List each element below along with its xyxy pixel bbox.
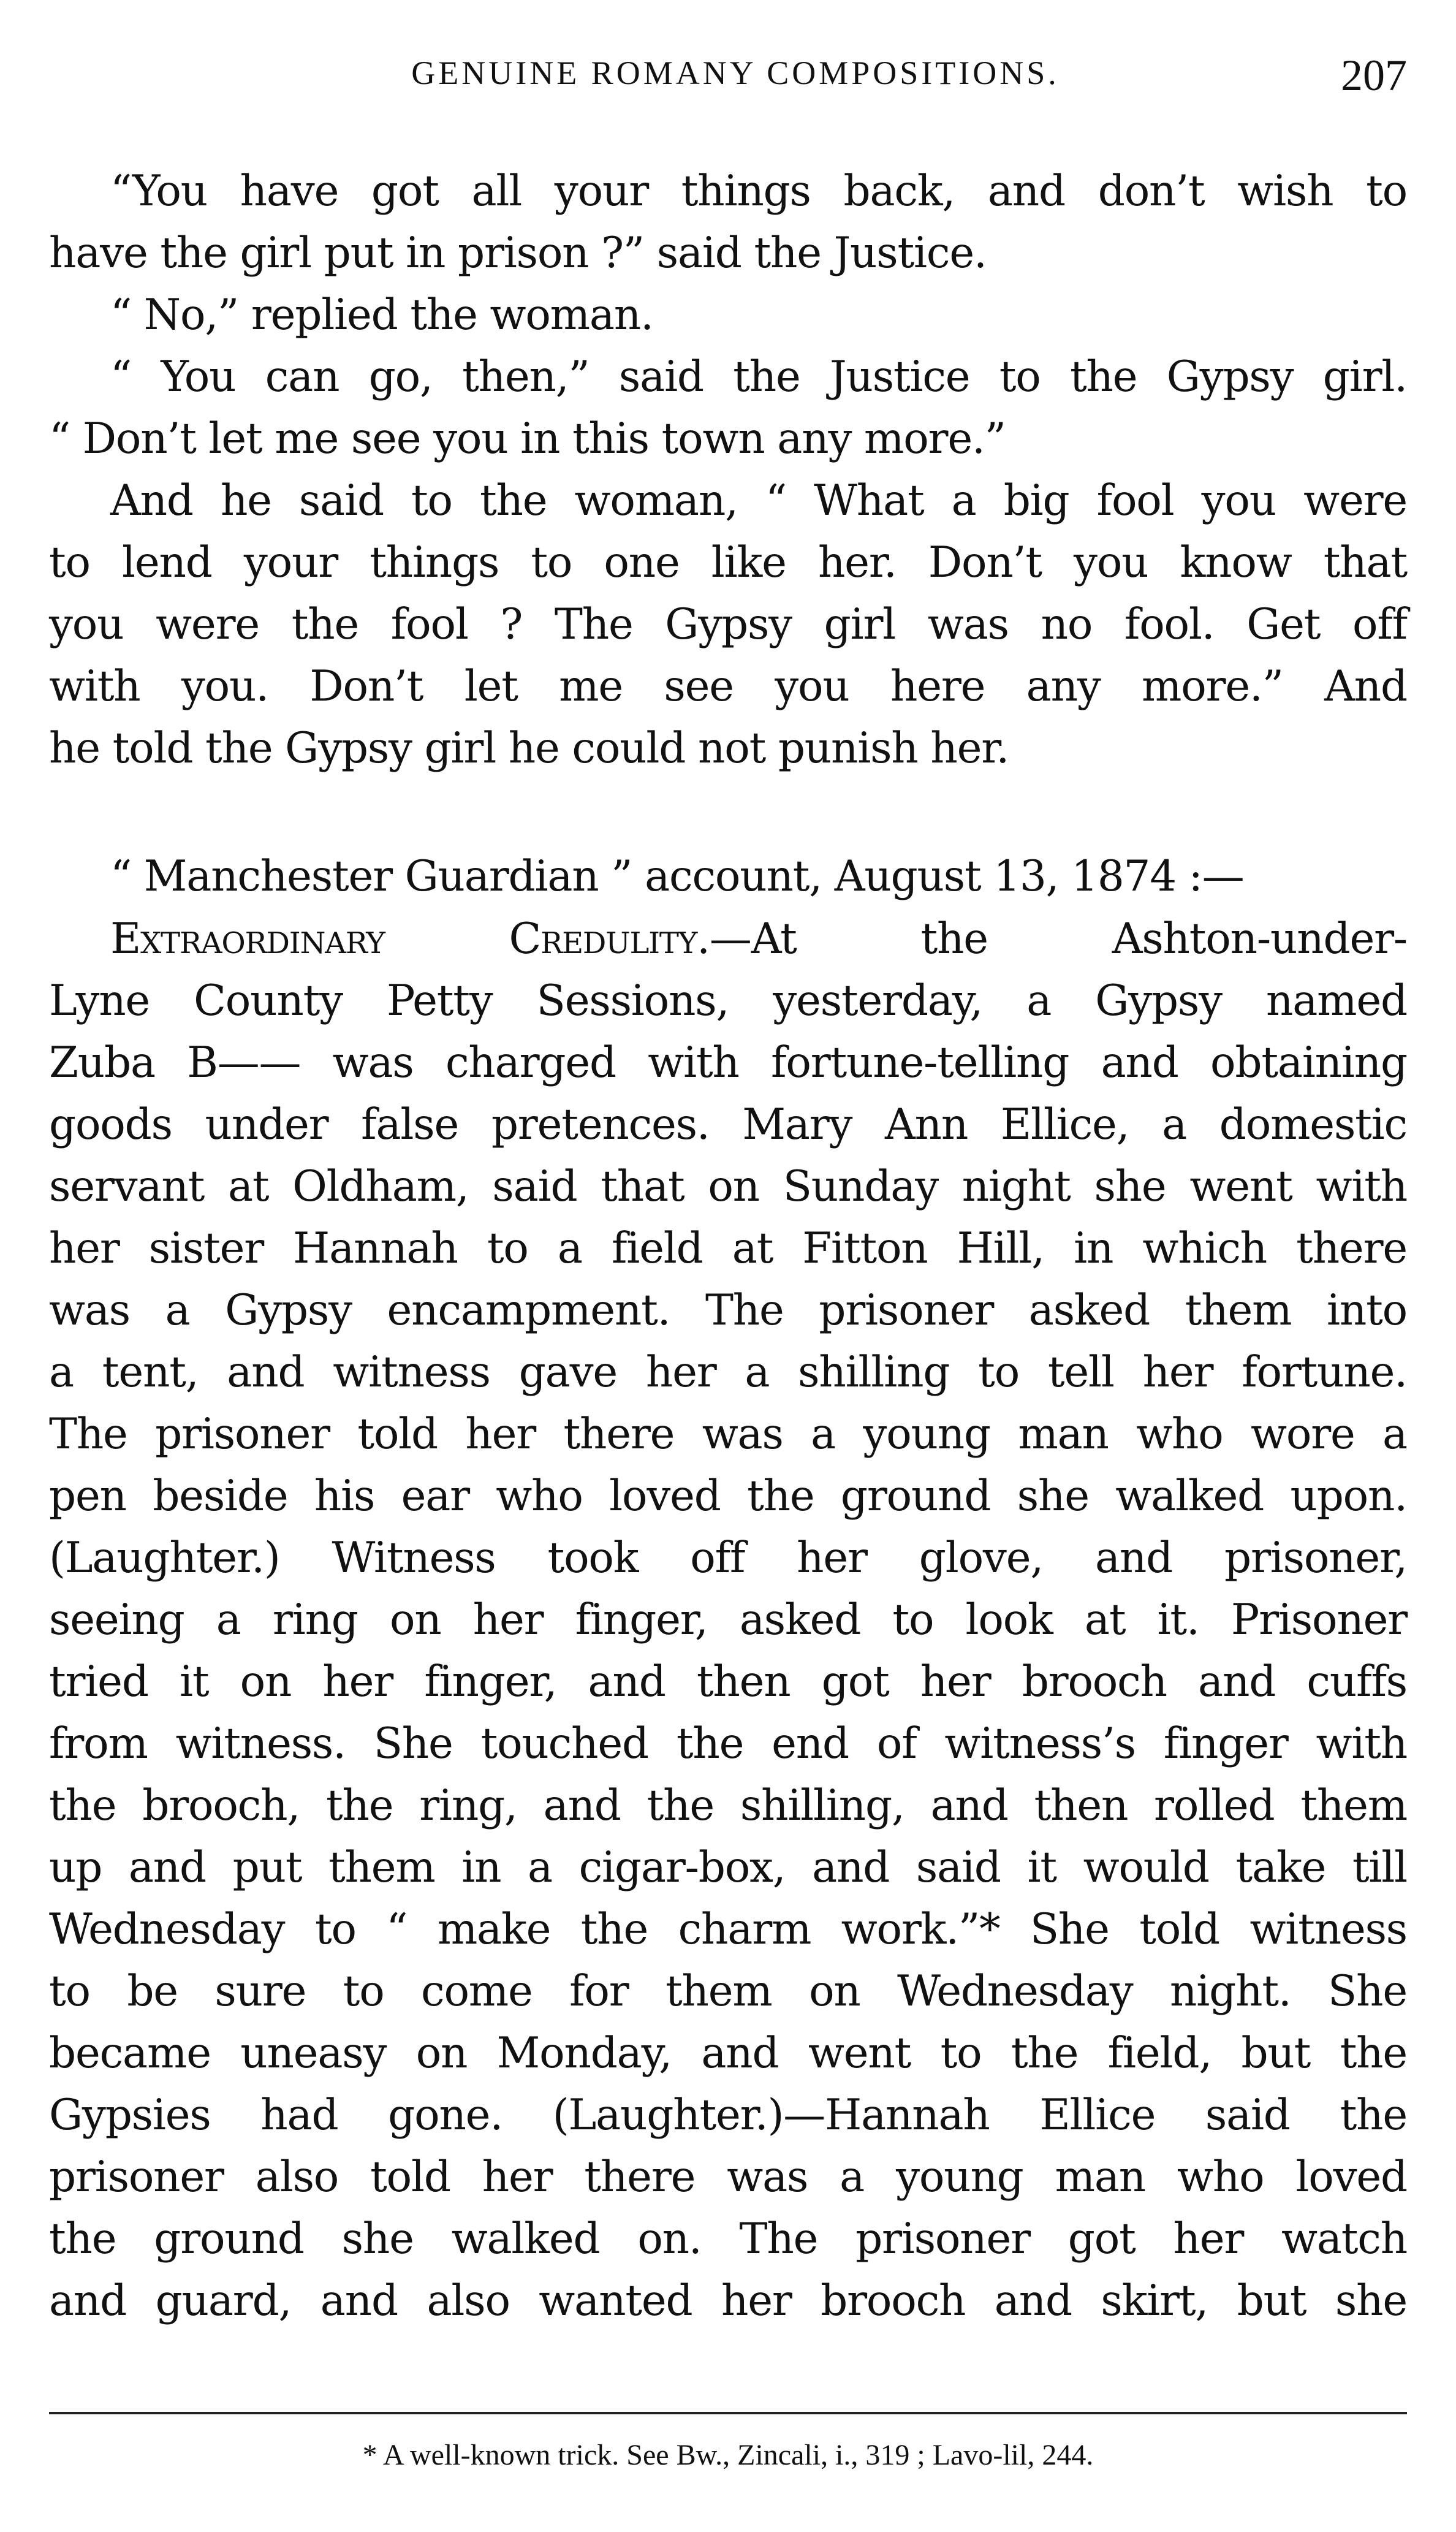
- text-line: have the girl put in prison ?” said the Justice.: [49, 229, 987, 278]
- text-line: from witness. She touched the end of witness’s finger with: [49, 1719, 1407, 1768]
- text-line: he told the Gypsy girl he could not punish her.: [49, 724, 1009, 773]
- text-line: Gypsies had gone. (Laughter.)—Hannah Ellice said the: [49, 2091, 1407, 2140]
- text-line: Lyne County Petty Sessions, yesterday, a Gypsy named: [49, 976, 1407, 1025]
- text-line: seeing a ring on her finger, asked to look at it. Prisoner: [49, 1595, 1407, 1644]
- report-first-line: [49, 908, 1407, 970]
- text-line: became uneasy on Monday, and went to the field, but the: [49, 2029, 1407, 2078]
- text-line: Wednesday to “ make the charm work.”* She told witness: [49, 1905, 1407, 1954]
- running-title: GENUINE ROMANY COMPOSITIONS.: [411, 55, 1060, 91]
- text-line: servant at Oldham, said that on Sunday night she went with: [49, 1162, 1407, 1211]
- dialogue-passage: [49, 161, 1407, 780]
- text-line: the brooch, the ring, and the shilling, and then rolled them: [49, 1781, 1407, 1830]
- text-line: “ You can go, then,” said the Justice to the Gypsy girl.: [110, 352, 1407, 401]
- report-heading: Extraordinary Credulity.: [110, 914, 710, 964]
- text-line: (Laughter.) Witness took off her glove, and prisoner,: [49, 1534, 1407, 1583]
- text-line: “ Don’t let me see you in this town any more.”: [49, 414, 1006, 463]
- text-line: to be sure to come for them on Wednesday night. She: [49, 1967, 1407, 2016]
- text-line: Zuba B—— was charged with fortune-telling and obtaining: [49, 1038, 1407, 1087]
- text-line: with you. Don’t let me see you here any more.” And: [49, 662, 1407, 711]
- text-line: And he said to the woman, “ What a big fool you were: [110, 476, 1407, 525]
- text-line: was a Gypsy encampment. The prisoner asked them into: [49, 1286, 1407, 1335]
- newspaper-report: [49, 908, 1407, 2332]
- page-number: 207: [1341, 51, 1407, 100]
- text-line: pen beside his ear who loved the ground she walked upon.: [49, 1472, 1407, 1521]
- newspaper-intro: [49, 846, 1407, 908]
- text-line: her sister Hannah to a field at Fitton Hill, in which there: [49, 1224, 1407, 1273]
- text-line: up and put them in a cigar-box, and said it would take till: [49, 1843, 1407, 1892]
- text-line: “You have got all your things back, and don’t wish to: [110, 167, 1407, 216]
- text-line: you were the fool ? The Gypsy girl was no fool. Get off: [49, 600, 1407, 649]
- text-line: to lend your things to one like her. Don’t you know that: [49, 538, 1407, 587]
- text-line: tried it on her finger, and then got her brooch and cuffs: [49, 1657, 1407, 1706]
- footnote-divider: [49, 2412, 1407, 2414]
- text-line: “ No,” replied the woman.: [110, 291, 653, 340]
- report-first-line-rest: —At the Ashton-under-: [709, 914, 1407, 964]
- text-line: prisoner also told her there was a young man who loved: [49, 2153, 1407, 2202]
- text-line: the ground she walked on. The prisoner got her watch: [49, 2215, 1407, 2264]
- text-line: The prisoner told her there was a young man who wore a: [49, 1410, 1407, 1459]
- text-line: goods under false pretences. Mary Ann Ellice, a domestic: [49, 1100, 1407, 1149]
- text-line: a tent, and witness gave her a shilling to tell her fortune.: [49, 1348, 1407, 1397]
- footnote: * A well-known trick. See Bw., Zincali, i., 319 ; Lavo-lil, 244.: [362, 2439, 1094, 2471]
- source-citation: “ Manchester Guardian ” account, August 13, 1874 :—: [110, 852, 1244, 901]
- text-line: and guard, and also wanted her brooch and skirt, but she: [49, 2276, 1407, 2325]
